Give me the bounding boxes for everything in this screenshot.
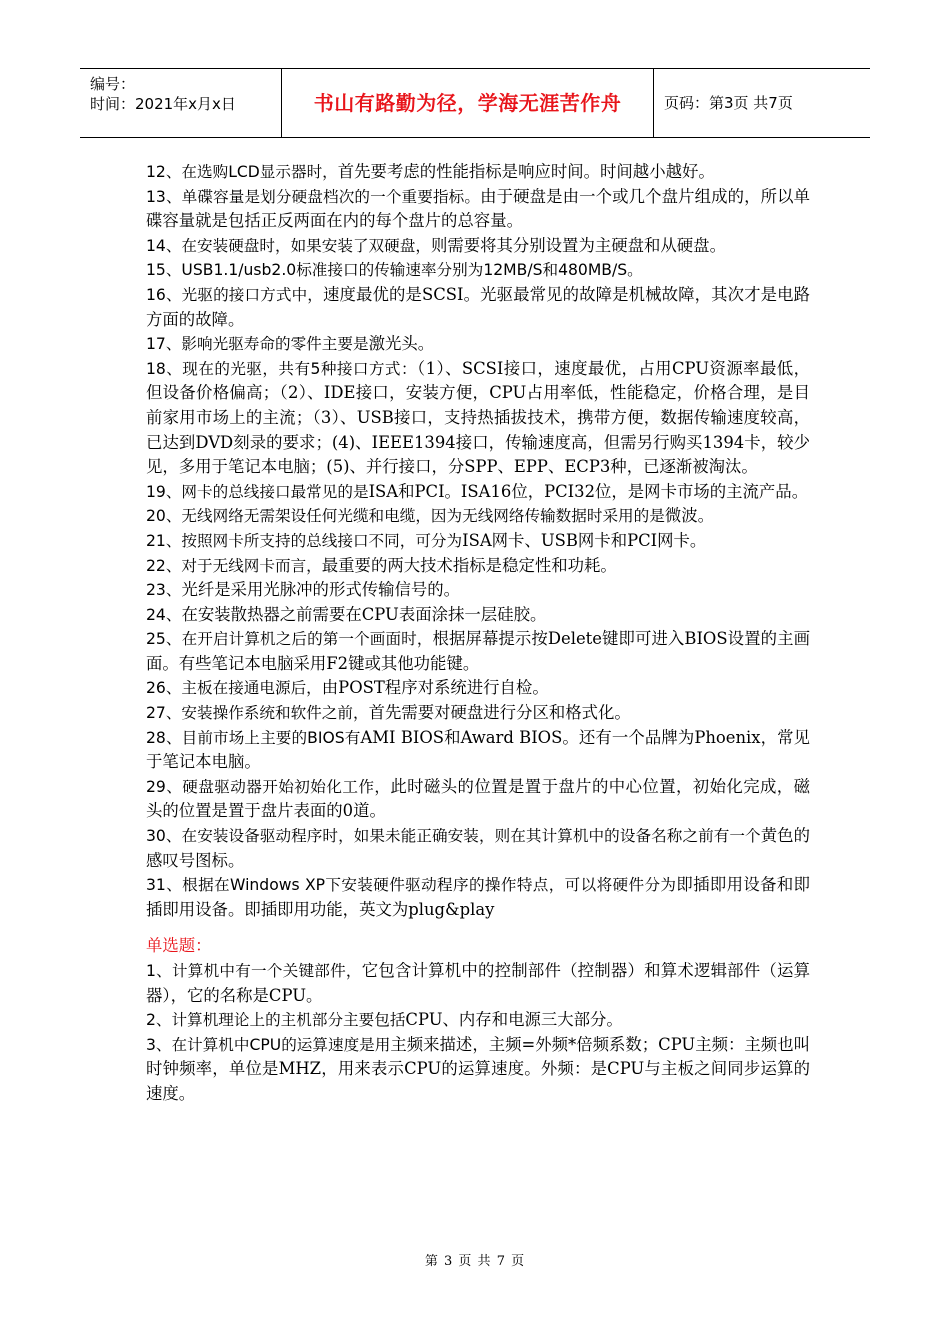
- knowledge-item: [146, 627, 810, 676]
- item-text: 最重要的两大技术指标是稳定性和功耗。: [321, 555, 617, 575]
- knowledge-item: [146, 554, 810, 579]
- item-lead: 13、单碟容量是划分硬盘档次的一个重要指标。: [146, 187, 481, 206]
- item-text: 首先需要对硬盘进行分区和格式化。: [368, 703, 631, 723]
- knowledge-item: [146, 283, 810, 332]
- knowledge-item: [146, 873, 810, 922]
- item-lead: 31、根据在Windows XP下安装硬件驱动程序的操作特点，可以将硬件分为: [146, 876, 677, 895]
- item-text: 则需要将其分别设置为主硬盘和从硬盘。: [430, 235, 726, 255]
- knowledge-item: [146, 775, 810, 824]
- knowledge-item: [146, 258, 810, 283]
- document-number-label: 编号：: [90, 75, 136, 93]
- item-lead: 18、现在的光驱，共有5种接口方式：: [146, 359, 417, 378]
- item-text: 主频来描述，主频=外频*倍频系数；CPU主频：主频也叫时钟频率，单位是MHZ，用来表示CPU的运算速度。外频：是CPU与主板之间同步运算的速度。: [146, 1034, 810, 1103]
- item-lead: 12、在选购LCD显示器时，: [146, 163, 338, 181]
- header-meta: [80, 69, 282, 137]
- document-date: 时间：2021年x月x日: [90, 95, 236, 113]
- item-text: 由于硬盘是由一个或几个盘片组成的，所以单碟容量就是包括正反两面在内的每个盘片的总容量。: [146, 186, 811, 231]
- item-lead: 29、硬盘驱动器开始初始化工作，: [146, 777, 391, 796]
- knowledge-item: [146, 480, 810, 505]
- item-lead: 17、影响光驱寿命的零件主要是: [146, 335, 369, 354]
- item-text: ISA和PCI。ISA16位，PCI32位，是网卡市场的主流产品。: [368, 481, 809, 501]
- knowledge-item: [146, 529, 810, 554]
- item-lead: 16、光驱的接口方式中，: [146, 285, 323, 304]
- knowledge-item: [146, 332, 810, 357]
- item-text: 激光头。: [368, 334, 435, 354]
- knowledge-item: [146, 824, 810, 873]
- item-text: 速度最优的是SCSI。光驱最常见的故障是机械故障，其次才是电路方面的故障。: [146, 284, 810, 329]
- item-lead: 21、按照网卡所支持的总线接口不同，可分为: [146, 531, 463, 550]
- item-lead: 14、在安装硬盘时，如果安装了双硬盘，: [146, 236, 431, 255]
- item-text: 由POST程序对系统进行自检。: [321, 678, 549, 698]
- item-text: 根据屏幕提示按Delete键即可进入BIOS设置的主画面。有些笔记本电脑采用F2键或其他功能键。: [146, 629, 810, 673]
- item-text: 光纤是采用光脉冲的形式传输信号的。: [181, 580, 461, 600]
- item-text: 首先要考虑的性能指标是响应时间。时间越小越好。: [337, 162, 715, 181]
- header-motto: 书山有路勤为径，学海无涯苦作舟: [282, 69, 654, 137]
- item-lead: 2、计算机理论上的主机部分主要包括: [146, 1011, 406, 1030]
- item-text: ISA网卡、USB网卡和PCI网卡。: [462, 530, 707, 550]
- page-header: [80, 68, 870, 138]
- knowledge-points-list: [146, 160, 810, 922]
- page-footer: 第 3 页 共 7 页: [424, 1254, 526, 1269]
- item-lead: 30、在安装设备驱动程序时，如果未能正确安装，则在其计算机中的设备名称之前有一个: [146, 827, 761, 846]
- knowledge-item: [146, 504, 810, 529]
- knowledge-item: [146, 578, 810, 603]
- item-lead: 23、: [146, 581, 182, 600]
- item-lead: 22、对于无线网卡而言，: [146, 556, 322, 575]
- knowledge-item: [146, 185, 810, 234]
- item-lead: 26、主板在接通电源后，: [146, 679, 322, 698]
- item-text: 在安装散热器之前需要在CPU表面涂抹一层硅胶。: [181, 604, 547, 624]
- item-lead: 28、目前市场上主要的BIOS有: [146, 728, 361, 747]
- header-page-info: 页码：第3页 共7页: [664, 94, 793, 112]
- item-lead: 20、无线网络无需架设任何光缆和电缆，因为无线网络传输数据时采用的是: [146, 507, 665, 526]
- single-choice-item: [146, 1008, 810, 1033]
- item-text: AMI BIOS和Award BIOS。还有一个品牌为Phoenix，常见于笔记本电脑。: [146, 727, 811, 772]
- item-lead: 1、计算机中有一个关键部件，: [146, 962, 362, 980]
- item-lead: 3、在计算机中CPU的运算速度是用: [146, 1035, 391, 1054]
- item-lead: 15、USB1.1/usb2.0标准接口的传输速率分别为12MB/S和480MB/S。: [146, 261, 643, 280]
- item-text: CPU、内存和电源三大部分。: [405, 1010, 623, 1030]
- document-body: [146, 160, 810, 1107]
- item-lead: 25、在开启计算机之后的第一个画面时，: [146, 630, 433, 649]
- knowledge-item: [146, 234, 810, 259]
- item-text: （1）、SCSI接口，速度最优，占用CPU资源率最低，但设备价格偏高；（2）、IDE接口，安装方便，CPU占用率低，性能稳定，价格合理，是目前家用市场上的主流；（3）、USB接口，支持热插拔技术，携带方便，数据传输速度较高，已达到DVD刻录的要求；(4)、IEEE1394接口，传输速度高，但需另行购买1394卡，较少见，多用于笔记本电脑；(5)、并行接口，分SPP、EPP、ECP3种，已逐渐被淘汰。: [146, 358, 810, 477]
- item-text: 黄色的感叹号图标。: [146, 826, 811, 870]
- knowledge-item: [146, 603, 810, 628]
- knowledge-item: [146, 726, 810, 775]
- item-lead: 24、: [146, 605, 182, 624]
- knowledge-item: [146, 357, 810, 480]
- item-text: 它包含计算机中的控制部件（控制器）和算术逻辑部件（运算器），它的名称是CPU。: [146, 961, 811, 1005]
- single-choice-item: [146, 1033, 810, 1107]
- item-lead: 27、安装操作系统和软件之前，: [146, 704, 369, 723]
- single-choice-item: [146, 959, 810, 1008]
- knowledge-item: [146, 676, 810, 701]
- section-title-single-choice: 单选题：: [146, 936, 212, 956]
- single-choice-list: [146, 959, 810, 1107]
- knowledge-item: [146, 701, 810, 726]
- knowledge-item: [146, 160, 810, 185]
- item-text: 微波。: [664, 506, 715, 526]
- item-text: 此时磁头的位置是置于盘片的中心位置，初始化完成，磁头的位置是置于盘片表面的0道。: [146, 776, 811, 821]
- item-text: 即插即用设备和即插即用设备。即插即用功能，英文为plug&play: [146, 875, 810, 919]
- item-lead: 19、网卡的总线接口最常见的是: [146, 482, 369, 501]
